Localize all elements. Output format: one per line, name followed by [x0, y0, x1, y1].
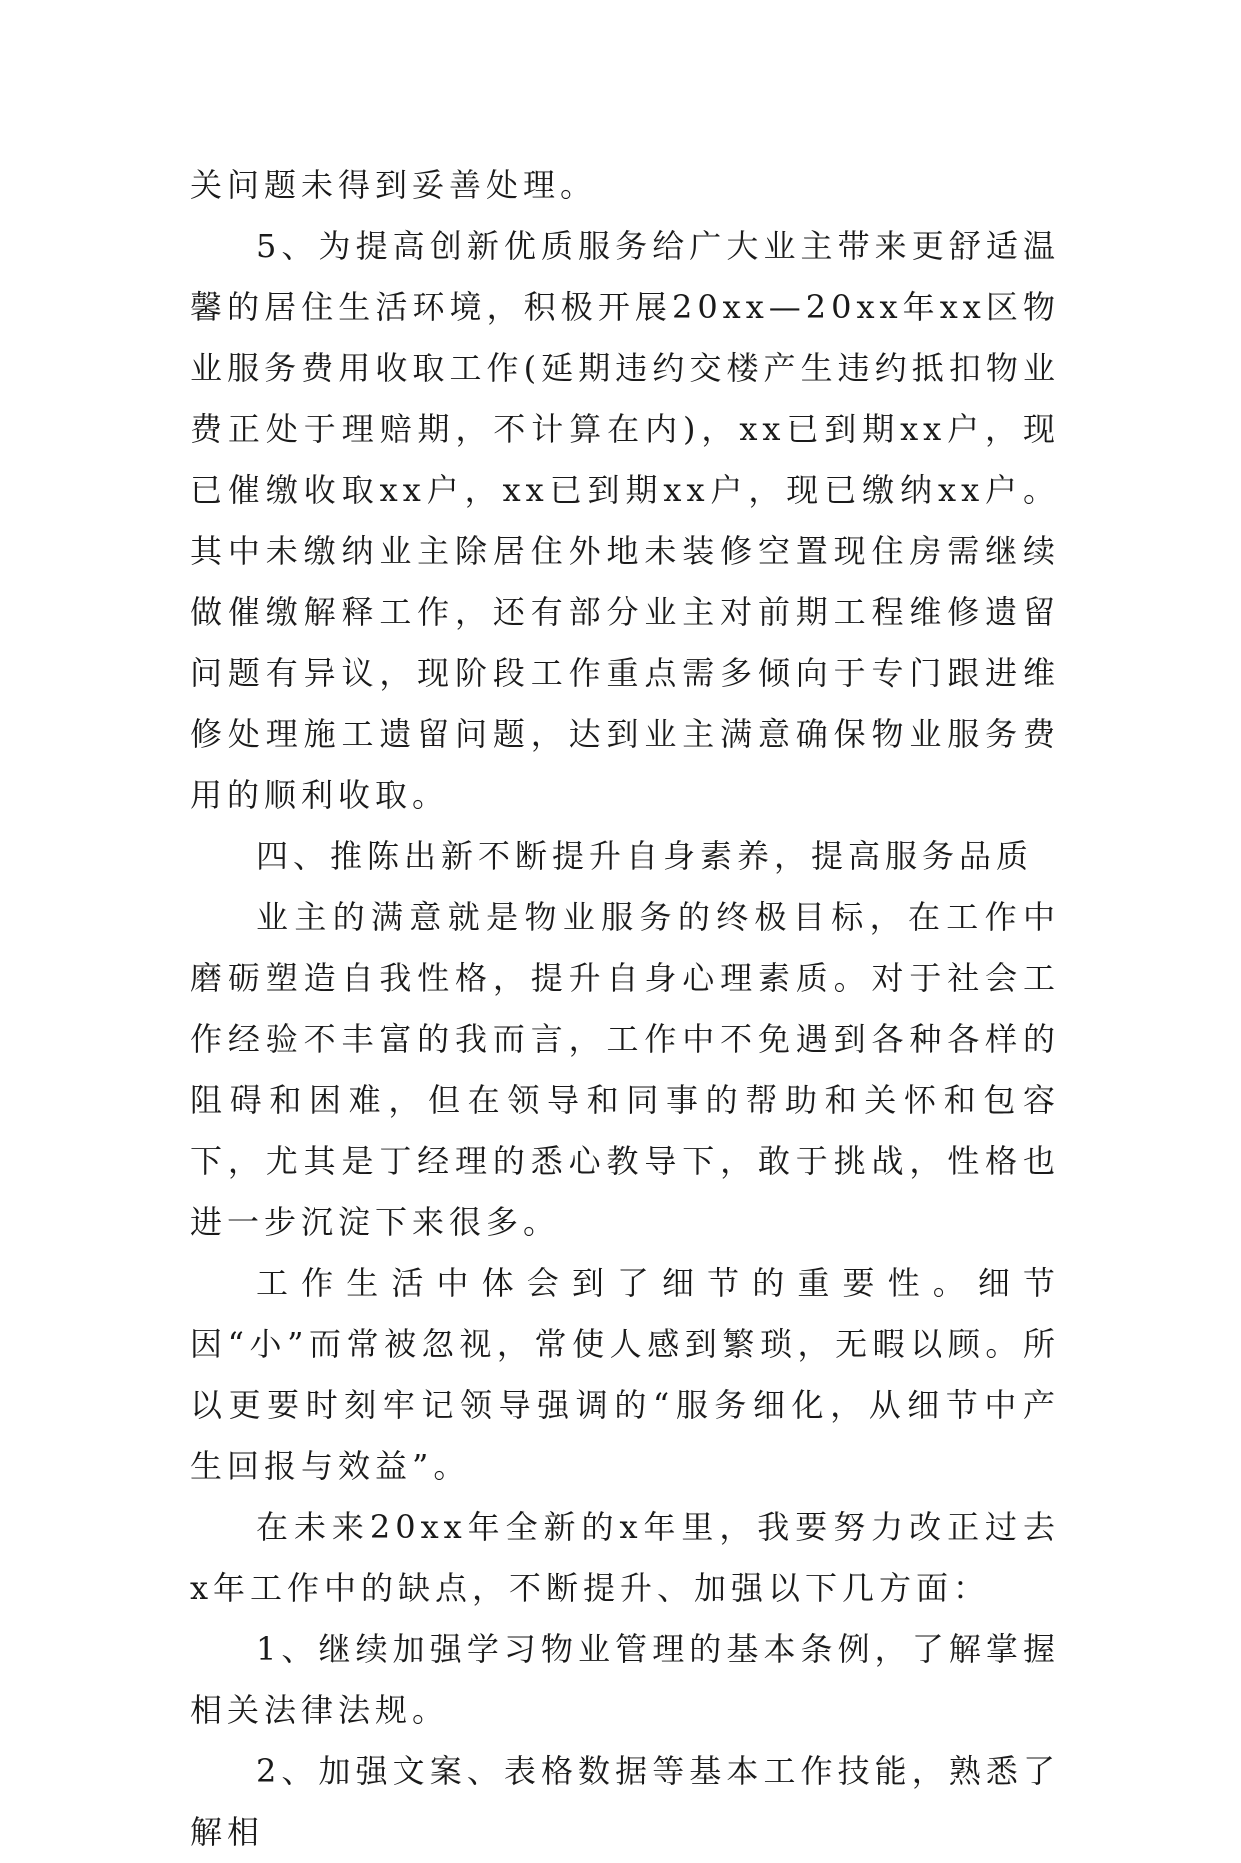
- paragraph-details: 工作生活中体会到了细节的重要性。细节因“小”而常被忽视，常使人感到繁琐，无暇以顾。所以更要时刻牢记领导强调的“服务细化，从细节中产生回报与效益”。: [190, 1264, 1060, 1485]
- paragraph-future-plan: 在未来20xx年全新的x年里，我要努力改正过去x年工作中的缺点，不断提升、加强以下几方面：: [190, 1508, 1060, 1607]
- list-item-1: 1、继续加强学习物业管理的基本条例，了解掌握相关法律法规。: [190, 1630, 1060, 1729]
- paragraph-satisfaction: 业主的满意就是物业服务的终极目标，在工作中磨砺塑造自我性格，提升自身心理素质。对于社会工作经验不丰富的我而言，工作中不免遇到各种各样的阻碍和困难，但在领导和同事的帮助和关怀和包容下，尤其是丁经理的悉心教导下，敢于挑战，性格也进一步沉淀下来很多。: [190, 898, 1060, 1241]
- paragraph-item-5: 5、为提高创新优质服务给广大业主带来更舒适温馨的居住生活环境，积极开展20xx—20xx年xx区物业服务费用收取工作(延期违约交楼产生违约抵扣物业费正处于理赔期，不计算在内)，xx已到期xx户，现已催缴收取xx户，xx已到期xx户，现已缴纳xx户。其中未缴纳业主除居住外地未装修空置现住房需继续做催缴解释工作，还有部分业主对前期工程维修遗留问题有异议，现阶段工作重点需多倾向于专门跟进维修处理施工遗留问题，达到业主满意确保物业服务费用的顺利收取。: [190, 227, 1060, 814]
- list-item-2: 2、加强文案、表格数据等基本工作技能，熟悉了解相: [190, 1752, 1060, 1851]
- paragraph-continuation: 关问题未得到妥善处理。: [190, 166, 598, 204]
- document-body: [190, 155, 1060, 1863]
- section-heading-4: 四、推陈出新不断提升自身素养，提高服务品质: [256, 837, 1034, 875]
